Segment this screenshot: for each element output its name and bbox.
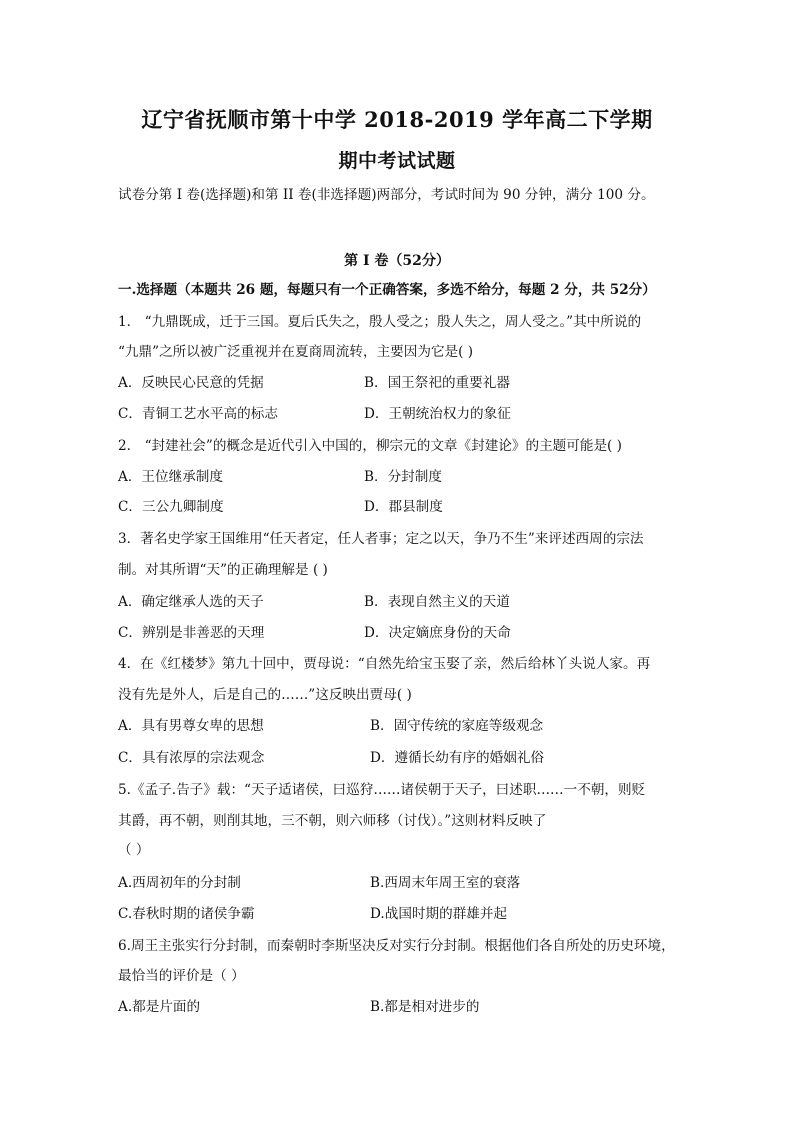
question-3-option-a: A．确定继承人选的天子: [118, 594, 264, 610]
exam-title: 辽宁省抚顺市第十中学 2018-2019 学年高二下学期: [141, 107, 653, 132]
question-5-option-b: B.西周末年周王室的衰落: [370, 875, 521, 891]
question-3-line-2: 制。对其所谓“天”的正确理解是 ( ): [118, 562, 328, 578]
question-5-option-a: A.西周初年的分封制: [118, 875, 241, 891]
question-1-option-b: B．国王祭祀的重要礼器: [364, 375, 510, 391]
question-2-option-b: B．分封制度: [364, 469, 442, 485]
question-3-option-d: D．决定嫡庶身份的天命: [364, 625, 511, 641]
question-6-line-2: 最恰当的评价是（ ）: [118, 968, 245, 984]
question-3-option-c: C．辨别是非善恶的天理: [118, 625, 265, 641]
question-4-option-b: B．固守传统的家庭等级观念: [370, 718, 544, 734]
question-3-option-b: B．表现自然主义的天道: [364, 594, 510, 610]
question-5-line-3: （ ）: [118, 842, 150, 858]
question-2-line-1: 2． “封建社会”的概念是近代引入中国的，柳宗元的文章《封建论》的主题可能是( ): [118, 438, 622, 454]
question-6-line-1: 6.周王主张实行分封制，而秦朝时李斯坚决反对实行分封制。根据他们各自所处的历史环境，: [118, 938, 675, 954]
question-1-line-1: 1． “九鼎既成，迁于三国。夏后氏失之，殷人受之；殷人失之，周人受之。”其中所说的: [118, 314, 642, 330]
question-4-line-1: 4．在《红楼梦》第九十回中，贾母说：“自然先给宝玉娶了亲，然后给林丫头说人家。再: [118, 656, 651, 672]
question-2-option-d: D．郡县制度: [364, 499, 443, 515]
question-1-option-d: D．王朝统治权力的象征: [364, 406, 511, 422]
section-instructions: 一.选择题（本题共 26 题，每题只有一个正确答案，多选不给分，每题 2 分，共 52分）: [118, 282, 656, 298]
section-title: 第 I 卷（52分）: [344, 253, 450, 269]
question-3-line-1: 3．著名史学家王国维用“任天者定，任人者事；定之以天，争乃不生”来评述西周的宗法: [118, 531, 644, 547]
question-6-option-a: A.都是片面的: [118, 999, 201, 1015]
exam-intro: 试卷分第 I 卷(选择题)和第 II 卷(非选择题)两部分，考试时间为 90 分钟，满分 100 分。: [118, 187, 655, 203]
question-1-option-a: A．反映民心民意的凭据: [118, 375, 264, 391]
question-4-option-c: C．具有浓厚的宗法观念: [118, 750, 265, 766]
question-4-option-d: D．遵循长幼有序的婚姻礼俗: [370, 750, 545, 766]
question-1-option-c: C．青铜工艺水平高的标志: [118, 406, 278, 422]
question-2-option-a: A．王位继承制度: [118, 469, 223, 485]
question-6-option-b: B.都是相对进步的: [370, 999, 480, 1015]
question-4-line-2: 没有先是外人，后是自己的……”这反映出贾母( ): [118, 687, 412, 703]
question-2-option-c: C．三公九卿制度: [118, 499, 224, 515]
exam-subtitle: 期中考试试题: [338, 150, 456, 172]
question-5-option-d: D.战国时期的群雄并起: [370, 906, 508, 922]
question-1-line-2: “九鼎”之所以被广泛重视并在夏商周流转，主要因为它是( ): [118, 344, 474, 360]
question-5-option-c: C.春秋时期的诸侯争霸: [118, 906, 255, 922]
question-5-line-1: 5.《孟子.告子》载：“天子适诸侯，曰巡狩……诸侯朝于天子，曰述职……一不朝，则贬: [118, 782, 646, 798]
question-4-option-a: A．具有男尊女卑的思想: [118, 718, 264, 734]
question-5-line-2: 其爵，再不朝，则削其地，三不朝，则六师移（讨伐）。”这则材料反映了: [118, 813, 547, 829]
